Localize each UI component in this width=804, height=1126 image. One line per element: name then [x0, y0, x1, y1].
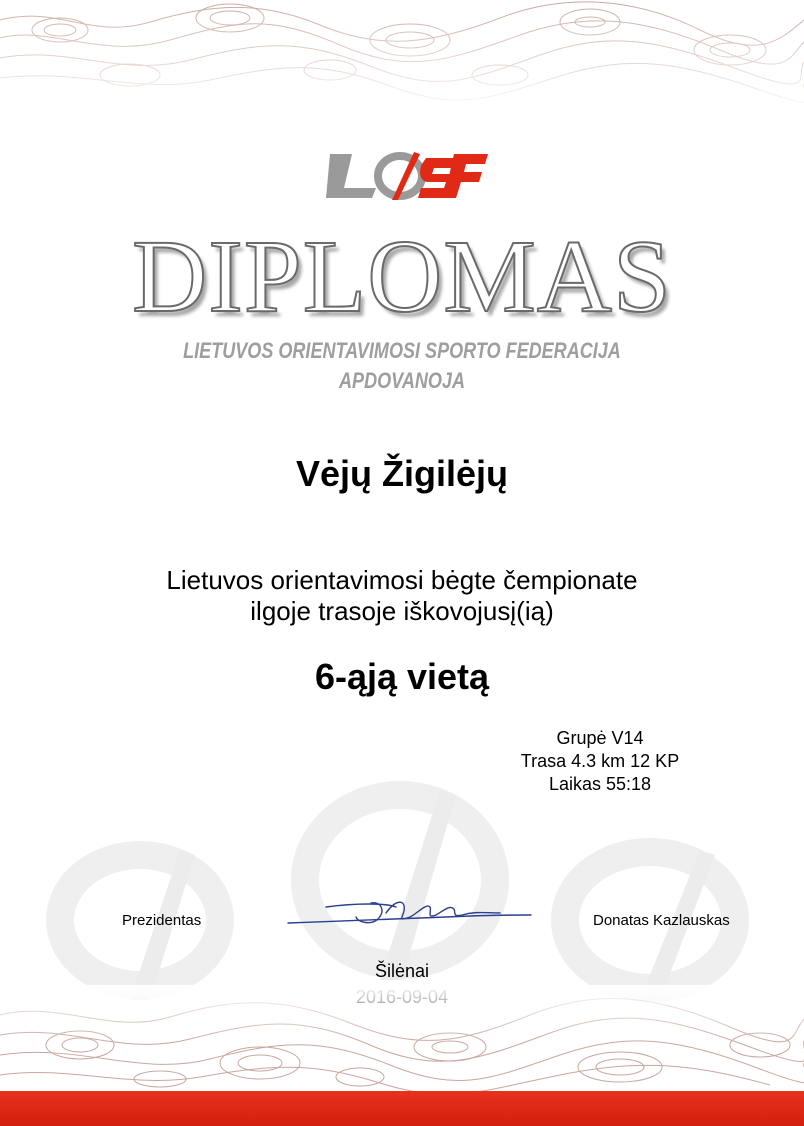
placement: 6-ąją vietą	[314, 656, 490, 697]
achievement-line-1: Lietuvos orientavimosi bėgte čempionate	[166, 565, 638, 595]
losf-logo	[322, 150, 488, 202]
result-details	[480, 727, 720, 796]
group-label: Grupė V14	[556, 728, 644, 748]
topographic-pattern-top	[0, 0, 804, 115]
footer-red-bar	[0, 1091, 804, 1126]
topographic-pattern-bottom	[0, 985, 804, 1091]
achievement-line-2: ilgoje trasoje iškovojusį(ią)	[250, 596, 554, 626]
location: Šilėnai	[374, 961, 430, 981]
signatory-name: Donatas Kazlauskas	[593, 912, 730, 929]
achievement-text	[0, 565, 804, 627]
signatory-role: Prezidentas	[122, 912, 202, 929]
federation-heading	[72, 336, 731, 396]
time-label: Laikas 55:18	[548, 774, 652, 794]
course-label: Trasa 4.3 km 12 KP	[520, 751, 680, 771]
federation-name: LIETUVOS ORIENTAVIMOSI SPORTO FEDERACIJA	[183, 338, 621, 363]
diploma-title: DIPLOMAS	[132, 219, 672, 334]
signature	[286, 893, 536, 933]
recipient-name: Vėjų Žigilėjų	[295, 453, 509, 494]
federation-awards: APDOVANOJA	[339, 368, 465, 393]
